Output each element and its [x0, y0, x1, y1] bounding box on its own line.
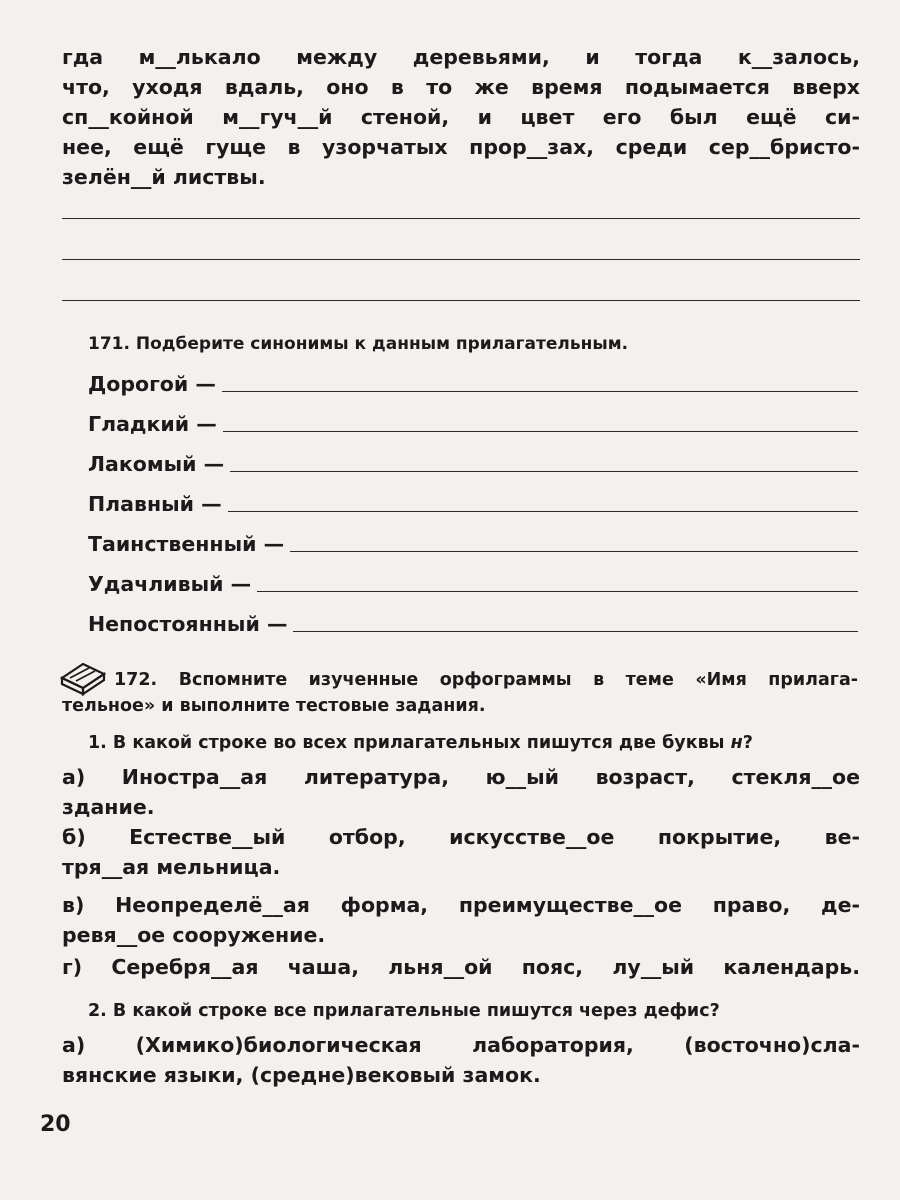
synonym-row: [88, 442, 858, 476]
passage: [62, 42, 860, 192]
passage-line: что, уходя вдаль, оно в то же время подымается вверх: [62, 75, 860, 99]
option-line: вянские языки, (средне)вековый замок.: [62, 1063, 541, 1087]
task-172-heading-cont: [62, 693, 860, 719]
option-line: в) Неопределё__ая форма, преимуществе__ое право, де-: [62, 893, 860, 917]
adjective: Таинственный —: [88, 532, 285, 556]
question-1: [88, 730, 858, 756]
option-line: тря__ая мельница.: [62, 855, 281, 879]
q1-option-d[interactable]: [62, 952, 860, 982]
question-text: 2. В какой строке все прилагательные пишутся через дефис?: [88, 1001, 720, 1021]
question-letter: н: [730, 733, 743, 753]
page-number: 20: [40, 1112, 71, 1137]
task-number: 172.: [114, 670, 158, 690]
synonym-row: [88, 602, 858, 636]
option-line: б) Естестве__ый отбор, искусстве__ое покрытие, ве-: [62, 825, 860, 849]
q2-option-a[interactable]: [62, 1030, 860, 1090]
answer-line[interactable]: [62, 259, 860, 260]
adjective: Гладкий —: [88, 412, 217, 436]
task-instruction-line: [114, 667, 858, 693]
adjective: Лакомый —: [88, 452, 225, 476]
answer-line[interactable]: [62, 218, 860, 219]
adjective: Плавный —: [88, 492, 222, 516]
book-icon: [58, 656, 108, 696]
adjective: Непостоянный —: [88, 612, 288, 636]
answer-line[interactable]: [230, 471, 858, 472]
task-instruction: Подберите синонимы к данным прилагательным.: [135, 334, 629, 354]
question-mark: ?: [742, 733, 753, 753]
question-text-line: [88, 730, 858, 756]
option-line: а) Иностра__ая литература, ю__ый возраст, стекля__ое: [62, 765, 860, 789]
adjective: Дорогой —: [88, 372, 216, 396]
question-text: 1. В какой строке во всех прилагательных пишутся две буквы: [88, 733, 725, 753]
synonym-row: [88, 482, 858, 516]
answer-line[interactable]: [222, 391, 858, 392]
task-172-heading: [114, 667, 858, 693]
option-line: ревя__ое сооружение.: [62, 923, 326, 947]
answer-line[interactable]: [293, 631, 858, 632]
answer-line[interactable]: [228, 511, 858, 512]
task-number: 171.: [88, 334, 130, 354]
q1-option-c[interactable]: [62, 890, 860, 950]
option-line: г) Серебря__ая чаша, льня__ой пояс, лу__ый календарь.: [62, 955, 860, 979]
synonym-row: [88, 562, 858, 596]
answer-line[interactable]: [290, 551, 858, 552]
synonym-row: [88, 522, 858, 556]
task-instruction: Вспомните изученные орфограммы в теме «Имя прилага-: [178, 670, 859, 690]
answer-line[interactable]: [223, 431, 858, 432]
adjective: Удачливый —: [88, 572, 252, 596]
passage-line: сп__койной м__гуч__й стеной, и цвет его был ещё си-: [62, 105, 860, 129]
passage-line: зелён__й листвы.: [62, 165, 266, 189]
q1-option-b[interactable]: [62, 822, 860, 882]
option-line: здание.: [62, 795, 155, 819]
passage-line: гда м__лькало между деревьями, и тогда к__залось,: [62, 45, 860, 69]
q1-option-a[interactable]: [62, 762, 860, 822]
task-171-heading: [88, 334, 628, 354]
option-line: а) (Химико)биологическая лаборатория, (восточно)сла-: [62, 1033, 860, 1057]
answer-line[interactable]: [62, 300, 860, 301]
task-instruction-line: тельное» и выполните тестовые задания.: [62, 696, 486, 716]
synonym-row: [88, 362, 858, 396]
answer-line[interactable]: [257, 591, 858, 592]
passage-line: нее, ещё гуще в узорчатых пpop__зах, среди сер__бристо-: [62, 135, 860, 159]
question-2: [88, 998, 858, 1024]
synonym-row: [88, 402, 858, 436]
